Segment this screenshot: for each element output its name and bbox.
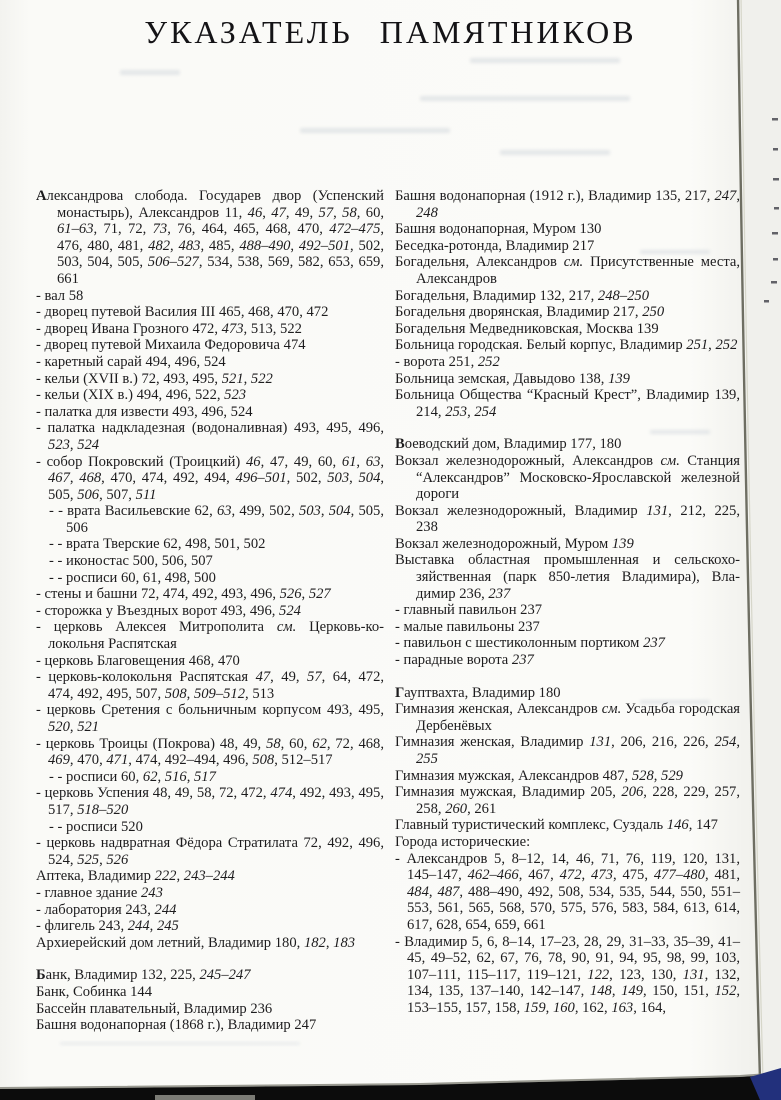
- page-title: УКАЗАТЕЛЬ ПАМЯТНИКОВ: [144, 14, 637, 50]
- index-entry: - - врата Васильевские 62, 63, 499, 502, 503, 504, 505, 506: [49, 503, 384, 536]
- index-entry: - - росписи 60, 62, 516, 517: [49, 768, 216, 785]
- index-entry: - церковь Алексея Митрополита см. Церковь-колокольня Распятская: [36, 619, 384, 653]
- index-entry: - каретный сарай 494, 496, 524: [36, 353, 226, 370]
- index-entry: - церковь-колокольня Распятская 47, 49, 57, 64, 472, 474, 492, 495, 507, 508, 509–512, 513: [36, 669, 385, 702]
- index-entry: Беседка-ротонда, Владимир 217: [395, 237, 595, 254]
- index-entry: Гимназия женская, Владимир 131, 206, 216, 226, 254, 255: [395, 734, 740, 767]
- index-entry: Гимназия мужская, Владимир 205, 206, 228, 229, 257, 258, 260, 261: [395, 784, 740, 817]
- index-entry: - дворец Ивана Грозного 472, 473, 513, 522: [36, 320, 302, 337]
- index-entry: - главный павильон 237: [395, 602, 543, 619]
- index-entry: Выставка областная промышленная и сельскохозяйственная (парк 850-летия Владимира), Владимир 236, 237: [395, 552, 740, 602]
- index-entry: - церковь Сретения с больничным корпусом 493, 495, 520, 521: [36, 702, 384, 735]
- index-entry: Гауптвахта, Владимир 180: [395, 684, 561, 701]
- scanner-bed-highlight: [155, 1095, 255, 1100]
- index-entry: Главный туристический комплекс, Суздаль 146, 147: [395, 817, 718, 834]
- index-entry: Больница Общества “Красный Крест”, Владимир 139, 214, 253, 254: [395, 387, 740, 420]
- index-entry: - парадные ворота 237: [395, 652, 534, 669]
- index-entry: - церковь Троицы (Покрова) 48, 49, 58, 60, 62, 72, 468, 469, 470, 471, 474, 492–494, 496, 508, 512–517: [36, 735, 385, 769]
- index-entry: Банк, Владимир 132, 225, 245–247: [36, 967, 251, 984]
- page-bottom-crease: [0, 1073, 781, 1088]
- index-entry: - павильон с шестиколонным портиком 237: [395, 635, 665, 652]
- index-entry: - церковь Успения 48, 49, 58, 72, 472, 474, 492, 493, 495, 517, 518–520: [36, 785, 384, 818]
- index-entry: - палатка надкладезная (водоналивная) 493, 495, 496, 523, 524: [36, 420, 384, 453]
- index-entry: - кельи (XIX в.) 494, 496, 522, 523: [36, 387, 247, 404]
- index-entry: - сторожка у Въездных ворот 493, 496, 524: [36, 602, 301, 619]
- index-entry: - ворота 251, 252: [395, 353, 500, 370]
- index-entry: Богадельня, Владимир 132, 217, 248–250: [395, 287, 649, 304]
- index-entry: Александрова слобода. Государев двор (Успенский монастырь), Александров 11, 46, 47, 49, 57, 58, 60, 61–63, 71, 72, 73, 76, 464, 465, 468, 470, 472–475, 476, 480, 481, 482, 483, 485, 488–490, 492–501, 502, 503, 504, 505, 506–527, 534, 538, 569, 582, 653, 659, 661: [36, 188, 385, 287]
- index-entry: - церковь надвратная Фёдора Стратилата 72, 492, 496, 524, 525, 526: [36, 835, 384, 868]
- index-entry: Больница городская. Белый корпус, Владимир 251, 252: [395, 337, 738, 354]
- index-column-left: [36, 188, 384, 1034]
- index-entry: - церковь Благовещения 468, 470: [36, 652, 240, 669]
- index-entry: Банк, Собинка 144: [36, 983, 153, 1000]
- index-entry: Богадельня, Александров см. Присутственные места, Александров: [395, 254, 741, 287]
- index-entry: - вал 58: [36, 287, 84, 304]
- index-entry: - лаборатория 243, 244: [36, 901, 177, 918]
- index-entry: - собор Покровский (Троицкий) 46, 47, 49, 60, 61, 63, 467, 468, 470, 474, 492, 494, 496–501, 502, 503, 504, 505, 506, 507, 511: [36, 453, 385, 503]
- index-entry: - флигель 243, 244, 245: [36, 918, 179, 935]
- index-entry: - палатка для извести 493, 496, 524: [36, 403, 253, 420]
- index-columns: [36, 188, 740, 1034]
- index-entry: Гимназия женская, Александров см. Усадьба городская Дербенёвых: [395, 701, 741, 734]
- page-edge-underlay: [740, 0, 781, 1078]
- index-entry: Башня водонапорная, Муром 130: [395, 221, 602, 238]
- index-column-right: [395, 188, 740, 1034]
- page-edge-shadow: [738, 0, 763, 1080]
- index-entry: - кельи (XVII в.) 72, 493, 495, 521, 522: [36, 370, 273, 387]
- index-entry: Вокзал железнодорожный, Владимир 131, 212, 225, 238: [395, 502, 740, 536]
- index-entry: - дворец путевой Михаила Федоровича 474: [36, 337, 306, 354]
- index-entry: - малые павильоны 237: [395, 618, 540, 635]
- index-entry: Вокзал железнодорожный, Александров см. Станция “Александров” Московско-Ярославской железной дороги: [395, 452, 740, 503]
- index-entry: Башня водонапорная (1868 г.), Владимир 247: [36, 1017, 317, 1034]
- index-entry: Башня водонапорная (1912 г.), Владимир 135, 217, 247, 248: [395, 188, 740, 221]
- scanner-bed-band: [0, 1074, 781, 1100]
- index-entry: Аптека, Владимир 222, 243–244: [36, 868, 235, 885]
- index-entry: Воеводский дом, Владимир 177, 180: [395, 436, 622, 453]
- index-entry: Богадельня Медведниковская, Москва 139: [395, 320, 659, 337]
- index-entry: - - росписи 520: [49, 818, 143, 835]
- index-entry: - стены и башни 72, 474, 492, 493, 496, 526, 527: [36, 586, 331, 603]
- index-entry: Вокзал железнодорожный, Муром 139: [395, 535, 634, 552]
- showthrough-marks: [764, 118, 779, 303]
- index-entry: - дворец путевой Василия III 465, 468, 470, 472: [36, 304, 329, 321]
- index-entry: Больница земская, Давыдово 138, 139: [395, 370, 630, 387]
- index-entry: - Александров 5, 8–12, 14, 46, 71, 76, 119, 120, 131, 145–147, 462–466, 467, 472, 473, 475, 477–480, 481, 484, 487, 488–490, 492, 508, 534, 535, 544, 550, 551–553, 561, 565, 568, 570, 575, 576, 583, 584, 613, 614, 617, 628, 654, 659, 661: [395, 850, 741, 933]
- index-entry: - - росписи 60, 61, 498, 500: [49, 569, 216, 586]
- index-entry: Города исторические:: [395, 833, 531, 850]
- index-entry: Богадельня дворянская, Владимир 217, 250: [395, 304, 665, 321]
- index-entry: - - врата Тверские 62, 498, 501, 502: [49, 536, 266, 553]
- book-cover-corner: [750, 1068, 781, 1100]
- index-entry: - главное здание 243: [36, 884, 163, 901]
- index-entry: Архиерейский дом летний, Владимир 180, 182, 183: [36, 934, 356, 951]
- index-entry: Бассейн плавательный, Владимир 236: [36, 1000, 273, 1017]
- index-entry: Гимназия мужская, Александров 487, 528, 529: [395, 767, 683, 784]
- index-entry: - - иконостас 500, 506, 507: [49, 553, 213, 570]
- index-entry: - Владимир 5, 6, 8–14, 17–23, 28, 29, 31–33, 35–39, 41–45, 49–52, 62, 67, 76, 78, 90, 91, 94, 95, 98, 99, 103, 107–111, 115–117, 119–121, 122, 123, 130, 131, 132, 134, 135, 137–140, 142–147, 148, 149, 150, 151, 152, 153–155, 157, 158, 159, 160, 162, 163, 164,: [395, 933, 741, 1016]
